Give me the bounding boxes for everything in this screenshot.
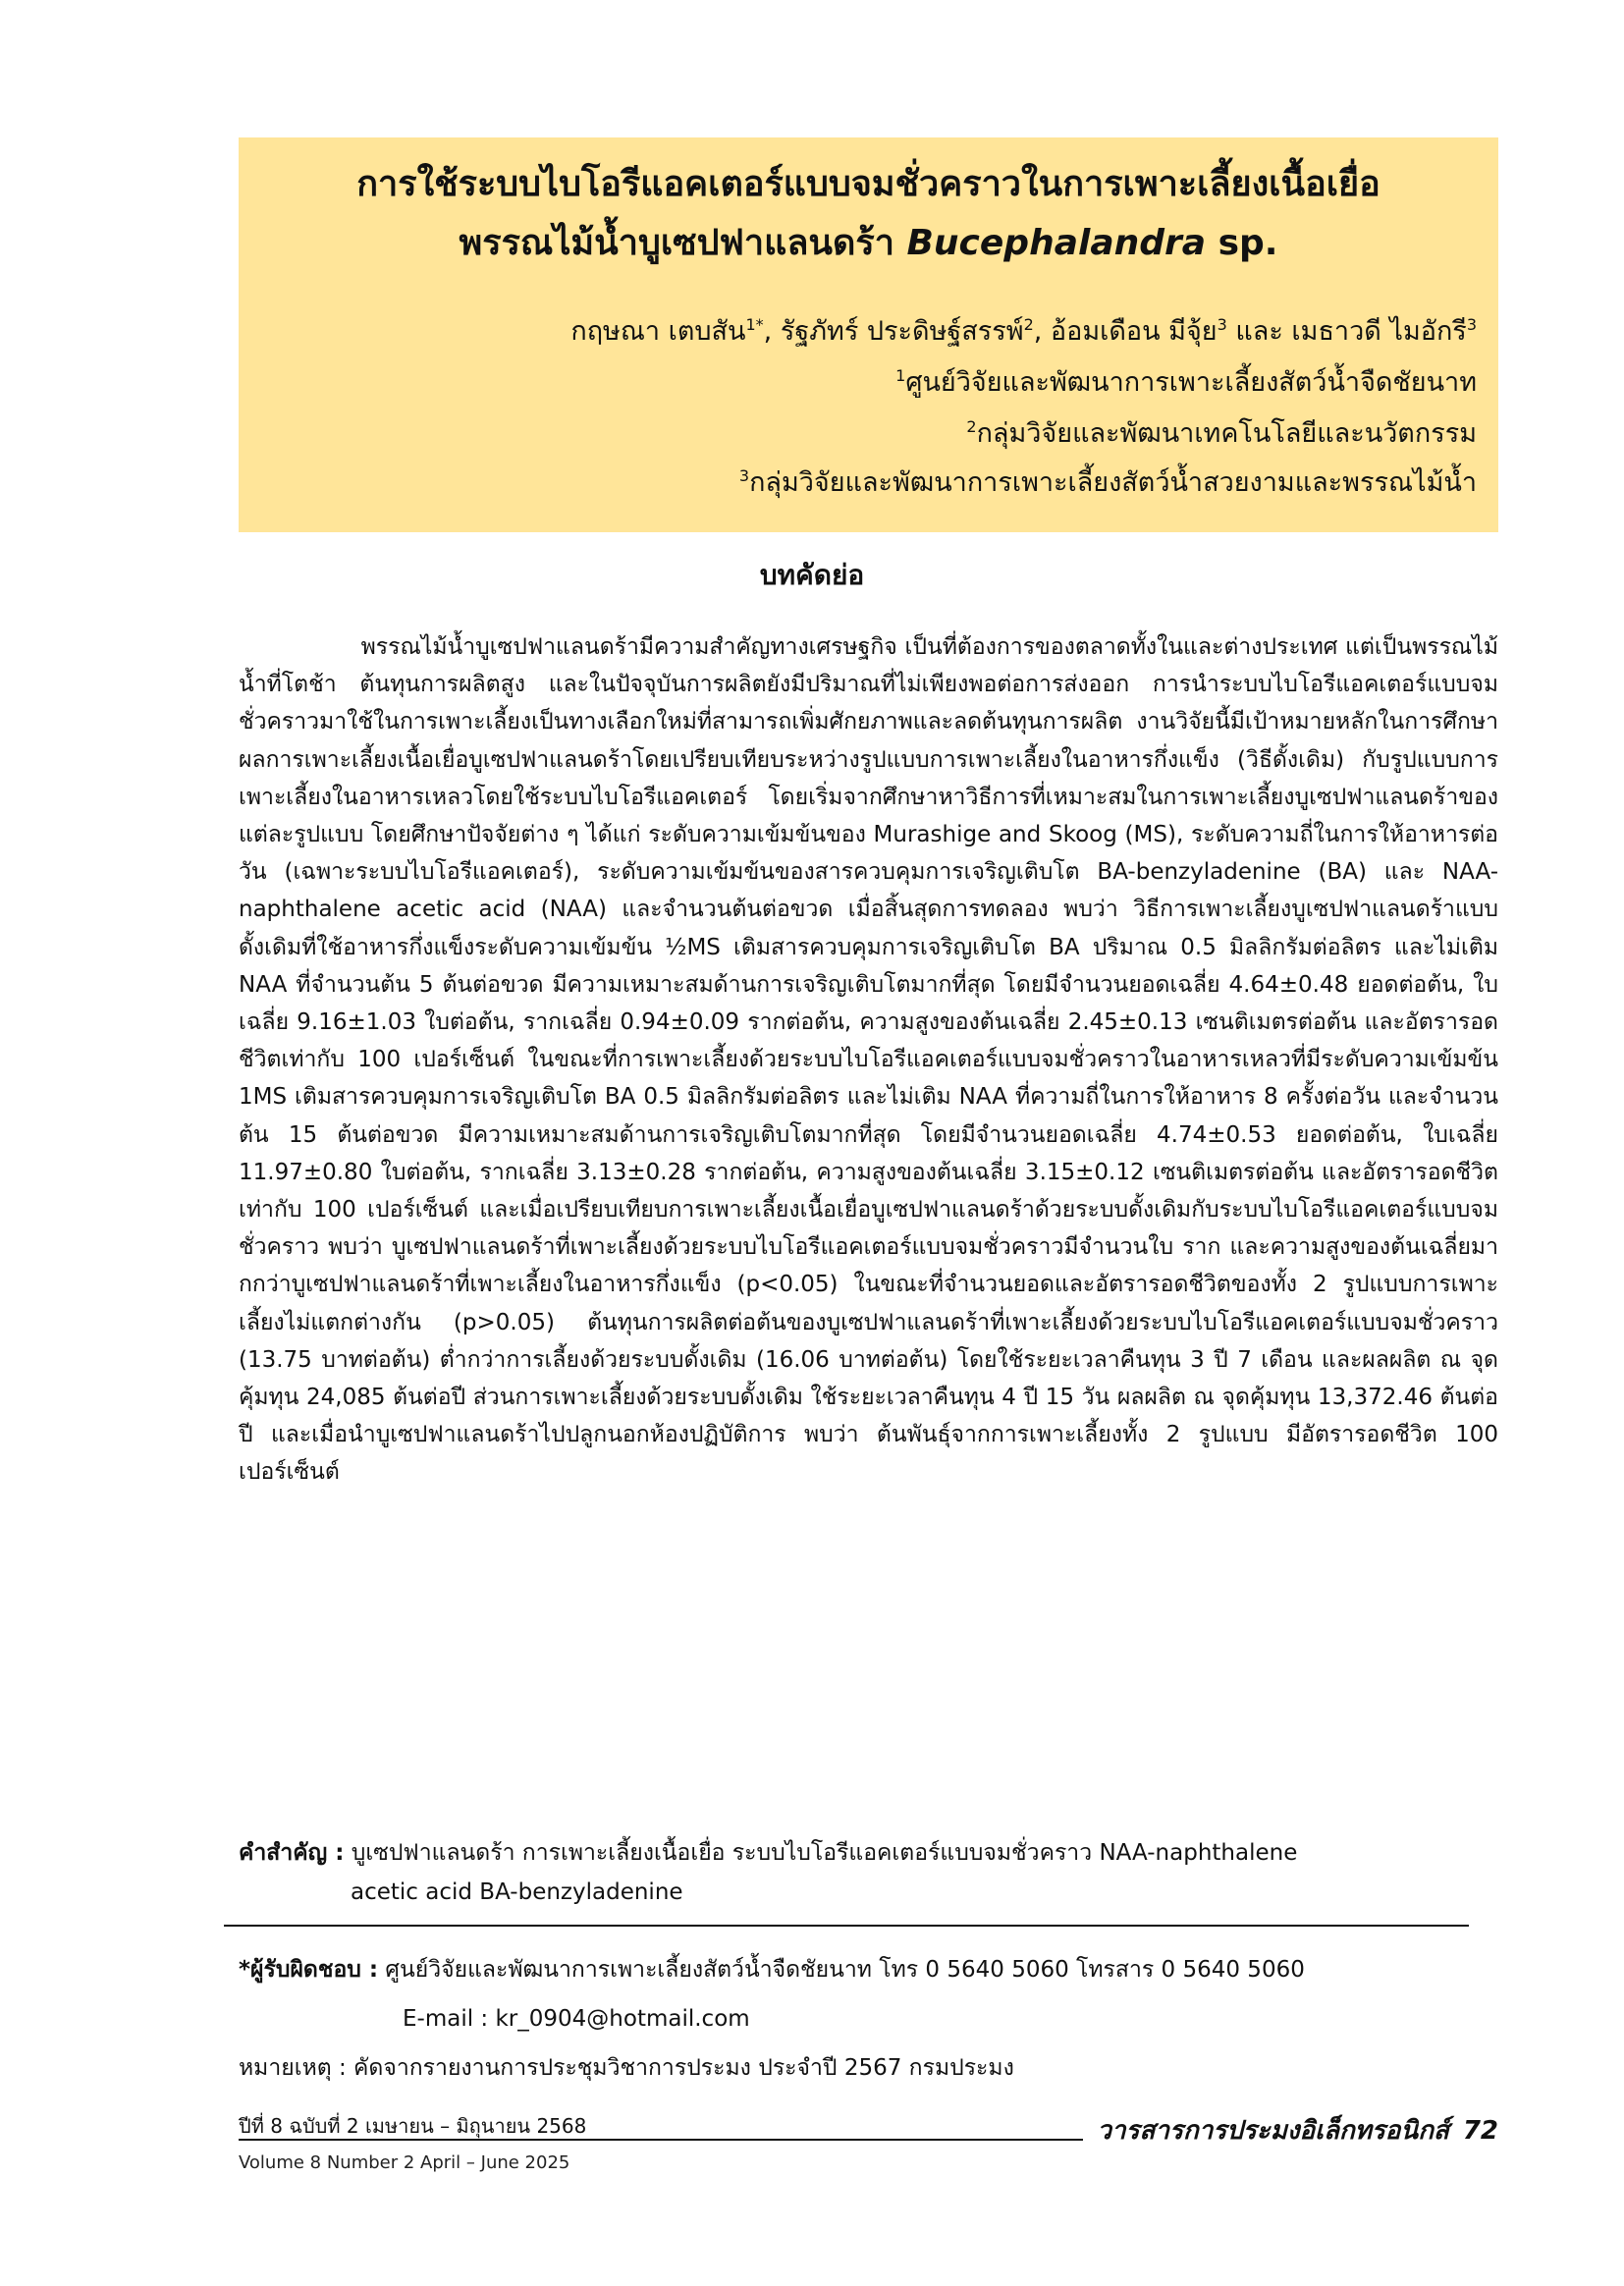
keywords-line-1: [239, 1833, 1378, 1873]
author-affiliation-mark: 3: [1217, 315, 1227, 334]
author-affiliation-mark: 2: [1023, 315, 1034, 334]
affiliation-text: กลุ่มวิจัยและพัฒนาการเพาะเลี้ยงสัตว์น้ำสวยงามและพรรณไม้น้ำ: [749, 467, 1477, 498]
article-title-line-2: [239, 220, 1498, 267]
footer-divider: [239, 2139, 1083, 2141]
affiliation-text: กลุ่มวิจัยและพัฒนาเทคโนโลยีและนวัตกรรม: [976, 418, 1477, 449]
affiliation-1: [895, 365, 1477, 401]
affiliation-mark: 2: [966, 417, 977, 436]
corresponding-author: [239, 1949, 1305, 1990]
issue-info-thai: ปีที่ 8 ฉบับที่ 2 เมษายน – มิถุนายน 2568: [239, 2114, 587, 2138]
article-title-line-1: การใช้ระบบไบโอรีแอคเตอร์แบบจมชั่วคราวในการเพาะเลี้ยงเนื้อเยื่อ: [356, 164, 1380, 204]
author-separator: ,: [1033, 316, 1051, 347]
title-block: [239, 137, 1498, 532]
affiliation-mark: 1: [895, 366, 906, 385]
footnote-divider: [224, 1925, 1469, 1927]
keywords-block: [239, 1833, 1378, 1912]
journal-name: วารสารการประมงอิเล็กทรอนิกส์: [1097, 2116, 1449, 2146]
corresponding-label: *ผู้รับผิดชอบ :: [239, 1957, 379, 1983]
corresponding-text: ศูนย์วิจัยและพัฒนาการเพาะเลี้ยงสัตว์น้ำจืดชัยนาท โทร 0 5640 5060 โทรสาร 0 5640 5060: [378, 1957, 1305, 1983]
source-note: หมายเหตุ : คัดจากรายงานการประชุมวิชาการประมง ประจำปี 2567 กรมประมง: [239, 2055, 1014, 2081]
abstract-body: [239, 628, 1498, 1492]
keywords-text: บูเซปฟาแลนดร้า การเพาะเลี้ยงเนื้อเยื่อ ระบบไบโอรีแอคเตอร์แบบจมชั่วคราว NAA-naphthalene: [344, 1840, 1298, 1866]
title-thai-part: พรรณไม้น้ำบูเซปฟาแลนดร้า: [459, 223, 907, 263]
author-name: รัฐภัทร์ ประดิษฐ์สรรพ์: [780, 316, 1024, 347]
abstract-text: พรรณไม้น้ำบูเซปฟาแลนดร้ามีความสำคัญทางเศรษฐกิจ เป็นที่ต้องการของตลาดทั้งในและต่างประเทศ แต่เป็นพรรณไม้น้ำที่โตช้า ต้นทุนการผลิตสูง และในปัจจุบันการผลิตยังมีปริมาณที่ไม่เพียงพอต่อการส่งออก การนำระบบไบโอรีแอคเตอร์แบบจมชั่วคราวมาใช้ในการเพาะเลี้ยงเป็นทางเลือกใหม่ที่สามารถเพิ่มศักยภาพและลดต้นทุนการผลิต งานวิจัยนี้มีเป้าหมายหลักในการศึกษาผลการเพาะเลี้ยงเนื้อเยื่อบูเซปฟาแลนดร้าโดยเปรียบเทียบระหว่างรูปแบบการเพาะเลี้ยงในอาหารกึ่งแข็ง (วิธีดั้งเดิม) กับรูปแบบการเพาะเลี้ยงในอาหารเหลวโดยใช้ระบบไบโอรีแอคเตอร์ โดยเริ่มจากศึกษาหาวิธีการที่เหมาะสมในการเพาะเลี้ยงบูเซปฟาแลนดร้าของแต่ละรูปแบบ โดยศึกษาปัจจัยต่าง ๆ ได้แก่ ระดับความเข้มข้นของ Murashige and Skoog (MS), ระดับความถี่ในการให้อาหารต่อวัน (เฉพาะระบบไบโอรีแอคเตอร์), ระดับความเข้มข้นของสารควบคุมการเจริญเติบโต BA-benzyladenine (BA) และ NAA-naphthalene acetic acid (NAA) และจำนวนต้นต่อขวด เมื่อสิ้นสุดการทดลอง พบว่า วิธีการเพาะเลี้ยงบูเซปฟาแลนดร้าแบบดั้งเดิมที่ใช้อาหารกึ่งแข็งระดับความเข้มข้น ½MS เติมสารควบคุมการเจริญเติบโต BA ปริมาณ 0.5 มิลลิกรัมต่อลิตร และไม่เติม NAA ที่จำนวนต้น 5 ต้นต่อขวด มีความเหมาะสมด้านการเจริญเติบโตมากที่สุด โดยมีจำนวนยอดเฉลี่ย 4.64±0.48 ยอดต่อต้น, ใบเฉลี่ย 9.16±1.03 ใบต่อต้น, รากเฉลี่ย 0.94±0.09 รากต่อต้น, ความสูงของต้นเฉลี่ย 2.45±0.13 เซนติเมตรต่อต้น และอัตรารอดชีวิตเท่ากับ 100 เปอร์เซ็นต์ ในขณะที่การเพาะเลี้ยงด้วยระบบไบโอรีแอคเตอร์แบบจมชั่วคราวในอาหารเหลวที่มีระดับความเข้มข้น 1MS เติมสารควบคุมการเจริญเติบโต BA 0.5 มิลลิกรัมต่อลิตร และไม่เติม NAA ที่ความถี่ในการให้อาหาร 8 ครั้งต่อวัน และจำนวนต้น 15 ต้นต่อขวด มีความเหมาะสมด้านการเจริญเติบโตมากที่สุด โดยมีจำนวนยอดเฉลี่ย 4.74±0.53 ยอดต่อต้น, ใบเฉลี่ย 11.97±0.80 ใบต่อต้น, รากเฉลี่ย 3.13±0.28 รากต่อต้น, ความสูงของต้นเฉลี่ย 3.15±0.12 เซนติเมตรต่อต้น และอัตรารอดชีวิตเท่ากับ 100 เปอร์เซ็นต์ และเมื่อเปรียบเทียบการเพาะเลี้ยงเนื้อเยื่อบูเซปฟาแลนดร้าด้วยระบบดั้งเดิมกับระบบไบโอรีแอคเตอร์แบบจมชั่วคราว พบว่า บูเซปฟาแลนดร้าที่เพาะเลี้ยงด้วยระบบไบโอรีแอคเตอร์แบบจมชั่วคราวมีจำนวนใบ ราก และความสูงของต้นเฉลี่ยมากกว่าบูเซปฟาแลนดร้าที่เพาะเลี้ยงในอาหารกึ่งแข็ง (p<0.05) ในขณะที่จำนวนยอดและอัตรารอดชีวิตของทั้ง 2 รูปแบบการเพาะเลี้ยงไม่แตกต่างกัน (p>0.05) ต้นทุนการผลิตต่อต้นของบูเซปฟาแลนดร้าที่เพาะเลี้ยงด้วยระบบไบโอรีแอคเตอร์แบบจมชั่วคราว (13.75 บาทต่อต้น) ต่ำกว่าการเลี้ยงด้วยระบบดั้งเดิม (16.06 บาทต่อต้น) โดยใช้ระยะเวลาคืนทุน 3 ปี 7 เดือน และผลผลิต ณ จุดคุ้มทุน 24,085 ต้นต่อปี ส่วนการเพาะเลี้ยงด้วยระบบดั้งเดิม ใช้ระยะเวลาคืนทุน 4 ปี 15 วัน ผลผลิต ณ จุดคุ้มทุน 13,372.46 ต้นต่อปี และเมื่อนำบูเซปฟาแลนดร้าไปปลูกนอกห้องปฏิบัติการ พบว่า ต้นพันธุ์จากการเพาะเลี้ยงทั้ง 2 รูปแบบ มีอัตรารอดชีวิต 100 เปอร์เซ็นต์: [239, 634, 1498, 1486]
keywords-label: คำสำคัญ :: [239, 1840, 345, 1866]
abstract-heading: บทคัดย่อ: [759, 559, 865, 591]
author-name: อ้อมเดือน มีจุ้ย: [1050, 316, 1218, 347]
affiliation-3: [739, 465, 1477, 501]
author-affiliation-mark: 3: [1466, 315, 1477, 334]
issue-info-english: Volume 8 Number 2 April – June 2025: [239, 2152, 570, 2173]
email-contact: E-mail : kr_0904@hotmail.com: [403, 2006, 750, 2032]
affiliation-text: ศูนย์วิจัยและพัฒนาการเพาะเลี้ยงสัตว์น้ำจืดชัยนาท: [905, 367, 1477, 398]
journal-footer: [1097, 2115, 1498, 2147]
abstract-indent: [239, 634, 361, 660]
title-species-suffix: sp.: [1206, 223, 1278, 263]
page-number: 72: [1462, 2116, 1498, 2146]
author-separator: และ: [1226, 316, 1292, 347]
keywords-line-2: acetic acid BA-benzyladenine: [351, 1879, 683, 1905]
author-list: [570, 314, 1477, 350]
affiliation-2: [966, 416, 1477, 452]
author-separator: ,: [763, 316, 781, 347]
author-name: เมธาวดี ไมอักรี: [1291, 316, 1467, 347]
title-genus-italic: Bucephalandra: [906, 223, 1207, 263]
affiliation-mark: 3: [738, 466, 750, 485]
author-affiliation-mark: 1*: [745, 315, 764, 334]
author-name: กฤษณา เตบสัน: [570, 316, 746, 347]
